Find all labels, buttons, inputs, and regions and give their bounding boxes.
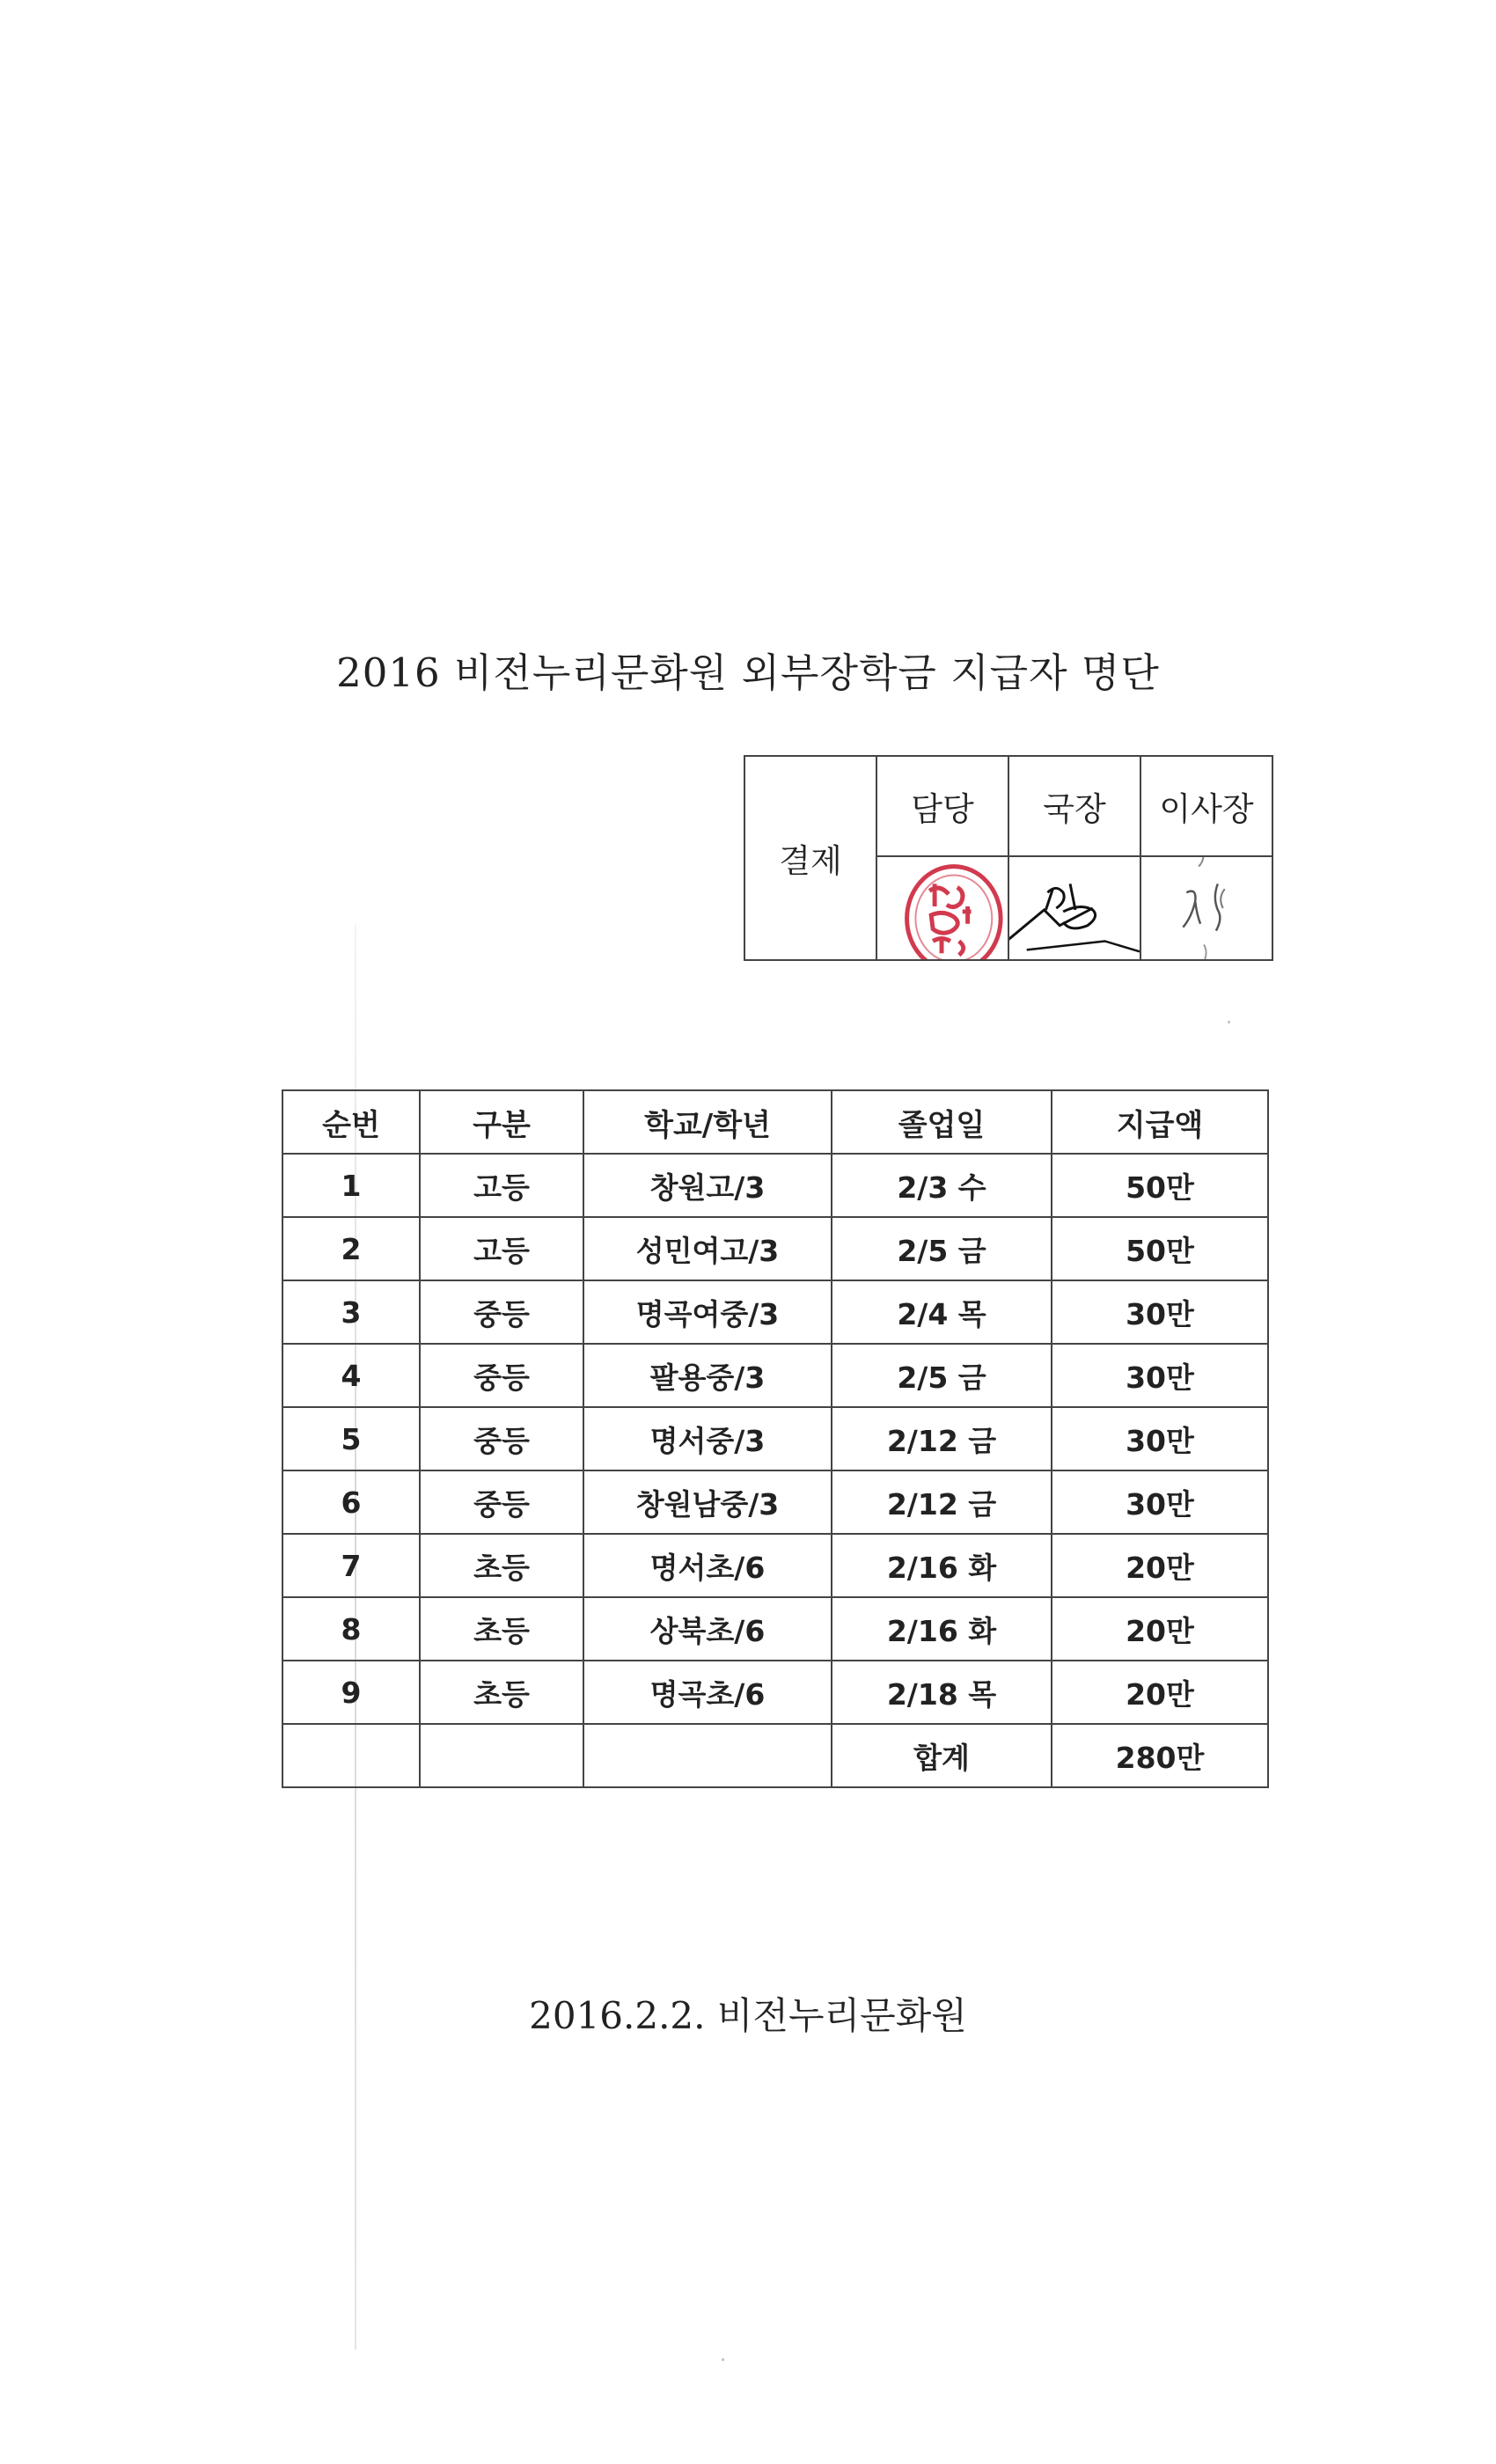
cell-category: 중등: [420, 1280, 583, 1344]
cell-graduation-date: 2/12 금: [832, 1407, 1052, 1470]
approval-label: 결제: [744, 756, 876, 960]
director-signature-cell: [1008, 856, 1140, 960]
cell-school-grade: 명곡여중/3: [583, 1280, 832, 1344]
cell-category: 고등: [420, 1217, 583, 1280]
cell-number: 5: [282, 1407, 420, 1470]
cell-graduation-date: 2/16 화: [832, 1597, 1052, 1661]
table-row: [282, 1217, 1268, 1280]
cell-school-grade: 상북초/6: [583, 1597, 832, 1661]
document-footer-date-issuer: 2016.2.2. 비전누리문화원: [529, 1994, 967, 2037]
cell-number: 2: [282, 1217, 420, 1280]
chairman-signature: [1141, 857, 1272, 959]
cell-graduation-date: 2/18 목: [832, 1661, 1052, 1724]
cell-school-grade: 성민여고/3: [583, 1217, 832, 1280]
cell-school-grade: 명곡초/6: [583, 1661, 832, 1724]
total-amount: 280만: [1052, 1724, 1268, 1787]
cell-amount: 50만: [1052, 1217, 1268, 1280]
cell-amount: 30만: [1052, 1407, 1268, 1470]
table-header-row: [282, 1090, 1268, 1154]
table-row: [282, 1344, 1268, 1407]
column-header-graduation-date: 졸업일: [832, 1090, 1052, 1154]
cell-graduation-date: 2/5 금: [832, 1344, 1052, 1407]
column-header-category: 구분: [420, 1090, 583, 1154]
table-row: [282, 1597, 1268, 1661]
cell-number: 7: [282, 1534, 420, 1597]
cell-graduation-date: 2/3 수: [832, 1154, 1052, 1217]
cell-amount: 30만: [1052, 1344, 1268, 1407]
scan-speck: [1228, 1021, 1230, 1023]
director-signature: [1009, 857, 1140, 959]
column-header-school-grade: 학교/학년: [583, 1090, 832, 1154]
approval-role-manager: 담당: [876, 756, 1008, 856]
cell-school-grade: 팔용중/3: [583, 1344, 832, 1407]
approval-role-chairman: 이사장: [1140, 756, 1272, 856]
approval-role-director: 국장: [1008, 756, 1140, 856]
cell-category: 고등: [420, 1154, 583, 1217]
cell-school-grade: 창원남중/3: [583, 1470, 832, 1534]
cell-graduation-date: 2/12 금: [832, 1470, 1052, 1534]
total-row: [282, 1724, 1268, 1787]
table-row: [282, 1280, 1268, 1344]
cell-amount: 50만: [1052, 1154, 1268, 1217]
cell-number: 6: [282, 1470, 420, 1534]
column-header-number: 순번: [282, 1090, 420, 1154]
cell-graduation-date: 2/4 목: [832, 1280, 1052, 1344]
cell-amount: 20만: [1052, 1597, 1268, 1661]
cell-graduation-date: 2/5 금: [832, 1217, 1052, 1280]
cell-category: 중등: [420, 1344, 583, 1407]
cell-number: 3: [282, 1280, 420, 1344]
scholarship-roster-table: [282, 1089, 1269, 1788]
table-row: [282, 1534, 1268, 1597]
cell-number: 4: [282, 1344, 420, 1407]
manager-seal-cell: [876, 856, 1008, 960]
cell-number: 1: [282, 1154, 420, 1217]
cell-school-grade: 명서초/6: [583, 1534, 832, 1597]
cell-amount: 30만: [1052, 1470, 1268, 1534]
empty-cell: [420, 1724, 583, 1787]
cell-number: 9: [282, 1661, 420, 1724]
cell-category: 중등: [420, 1407, 583, 1470]
table-row: [282, 1470, 1268, 1534]
table-row: [282, 1407, 1268, 1470]
cell-school-grade: 창원고/3: [583, 1154, 832, 1217]
chairman-signature-cell: [1140, 856, 1272, 960]
cell-category: 중등: [420, 1470, 583, 1534]
cell-category: 초등: [420, 1597, 583, 1661]
column-header-amount: 지급액: [1052, 1090, 1268, 1154]
cell-amount: 20만: [1052, 1534, 1268, 1597]
cell-graduation-date: 2/16 화: [832, 1534, 1052, 1597]
cell-amount: 20만: [1052, 1661, 1268, 1724]
cell-category: 초등: [420, 1534, 583, 1597]
empty-cell: [583, 1724, 832, 1787]
cell-category: 초등: [420, 1661, 583, 1724]
table-row: [282, 1661, 1268, 1724]
cell-number: 8: [282, 1597, 420, 1661]
cell-school-grade: 명서중/3: [583, 1407, 832, 1470]
total-label: 합계: [832, 1724, 1052, 1787]
cell-amount: 30만: [1052, 1280, 1268, 1344]
empty-cell: [282, 1724, 420, 1787]
document-title: 2016 비전누리문화원 외부장학금 지급자 명단: [336, 649, 1160, 696]
approval-box: [744, 755, 1273, 961]
red-seal-stamp: [877, 857, 1008, 959]
table-row: [282, 1154, 1268, 1217]
scan-speck: [722, 2358, 724, 2361]
